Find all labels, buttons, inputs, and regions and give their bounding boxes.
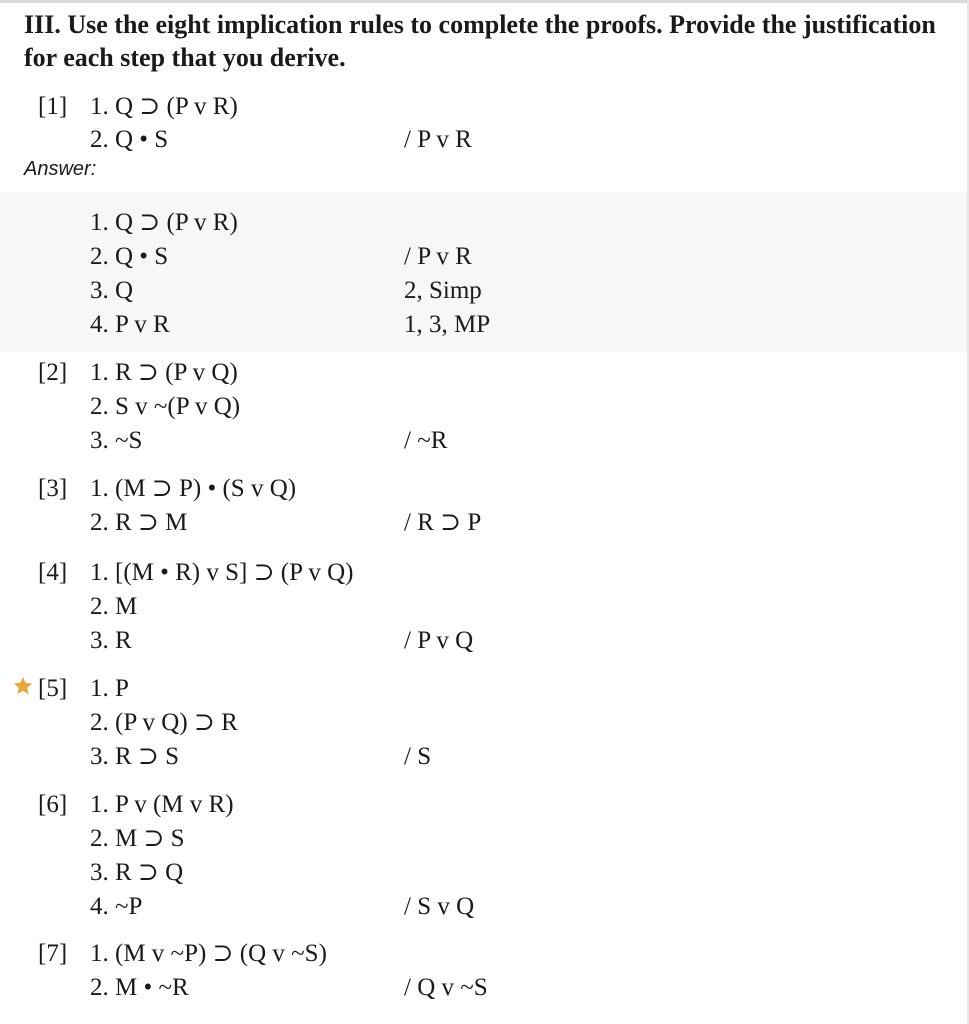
premise-line: 2. M ⊃ S <box>90 825 185 852</box>
justification: / P v R <box>404 243 472 270</box>
premise-line: 4. ~P <box>90 893 143 920</box>
conclusion: / P v Q <box>404 627 474 654</box>
conclusion: / S <box>404 743 432 770</box>
problem-number: [6] <box>38 791 68 818</box>
premise-line: 2. S v ~(P v Q) <box>90 393 241 420</box>
premise-line: 2. R ⊃ M <box>90 509 188 536</box>
premise-line: 1. P <box>90 675 129 702</box>
justification: 1, 3, MP <box>404 311 491 338</box>
section-heading: III. Use the eight implication rules to complete the proofs. Provide the justification for each step that you derive. <box>24 10 936 72</box>
premise-line: 1. Q ⊃ (P v R) <box>90 93 238 120</box>
problem-number: [1] <box>38 93 68 120</box>
premise-line: 2. M <box>90 593 138 620</box>
problem-number: [7] <box>38 940 68 967</box>
proof-line: 2. Q • S <box>90 243 169 270</box>
conclusion: / P v R <box>404 126 472 153</box>
problem-number: [2] <box>38 359 68 386</box>
premise-line: 1. [(M • R) v S] ⊃ (P v Q) <box>90 559 354 586</box>
answer-label: Answer: <box>24 158 97 180</box>
proof-line: 3. Q <box>90 277 134 304</box>
premise-line: 3. ~S <box>90 427 143 454</box>
premise-line: 2. Q • S <box>90 126 169 153</box>
premise-line: 3. R ⊃ S <box>90 743 180 770</box>
problem-number: [3] <box>38 475 68 502</box>
premise-line: 2. (P v Q) ⊃ R <box>90 709 238 736</box>
proof-line: 4. P v R <box>90 311 170 338</box>
premise-line: 1. R ⊃ (P v Q) <box>90 359 238 386</box>
premise-line: 3. R ⊃ Q <box>90 859 184 886</box>
conclusion: / S v Q <box>404 893 475 920</box>
star-icon[interactable] <box>12 675 34 697</box>
justification: 2, Simp <box>404 277 482 304</box>
problem-number: [5] <box>38 675 68 702</box>
conclusion: / R ⊃ P <box>404 509 482 536</box>
premise-line: 1. (M ⊃ P) • (S v Q) <box>90 475 297 502</box>
proof-line: 1. Q ⊃ (P v R) <box>90 209 238 236</box>
problem-number: [4] <box>38 559 68 586</box>
premise-line: 2. M • ~R <box>90 974 189 1001</box>
top-rule <box>0 0 969 3</box>
conclusion: / ~R <box>404 427 448 454</box>
conclusion: / Q v ~S <box>404 974 488 1001</box>
premise-line: 1. P v (M v R) <box>90 791 234 818</box>
premise-line: 3. R <box>90 627 132 654</box>
premise-line: 1. (M v ~P) ⊃ (Q v ~S) <box>90 940 327 967</box>
